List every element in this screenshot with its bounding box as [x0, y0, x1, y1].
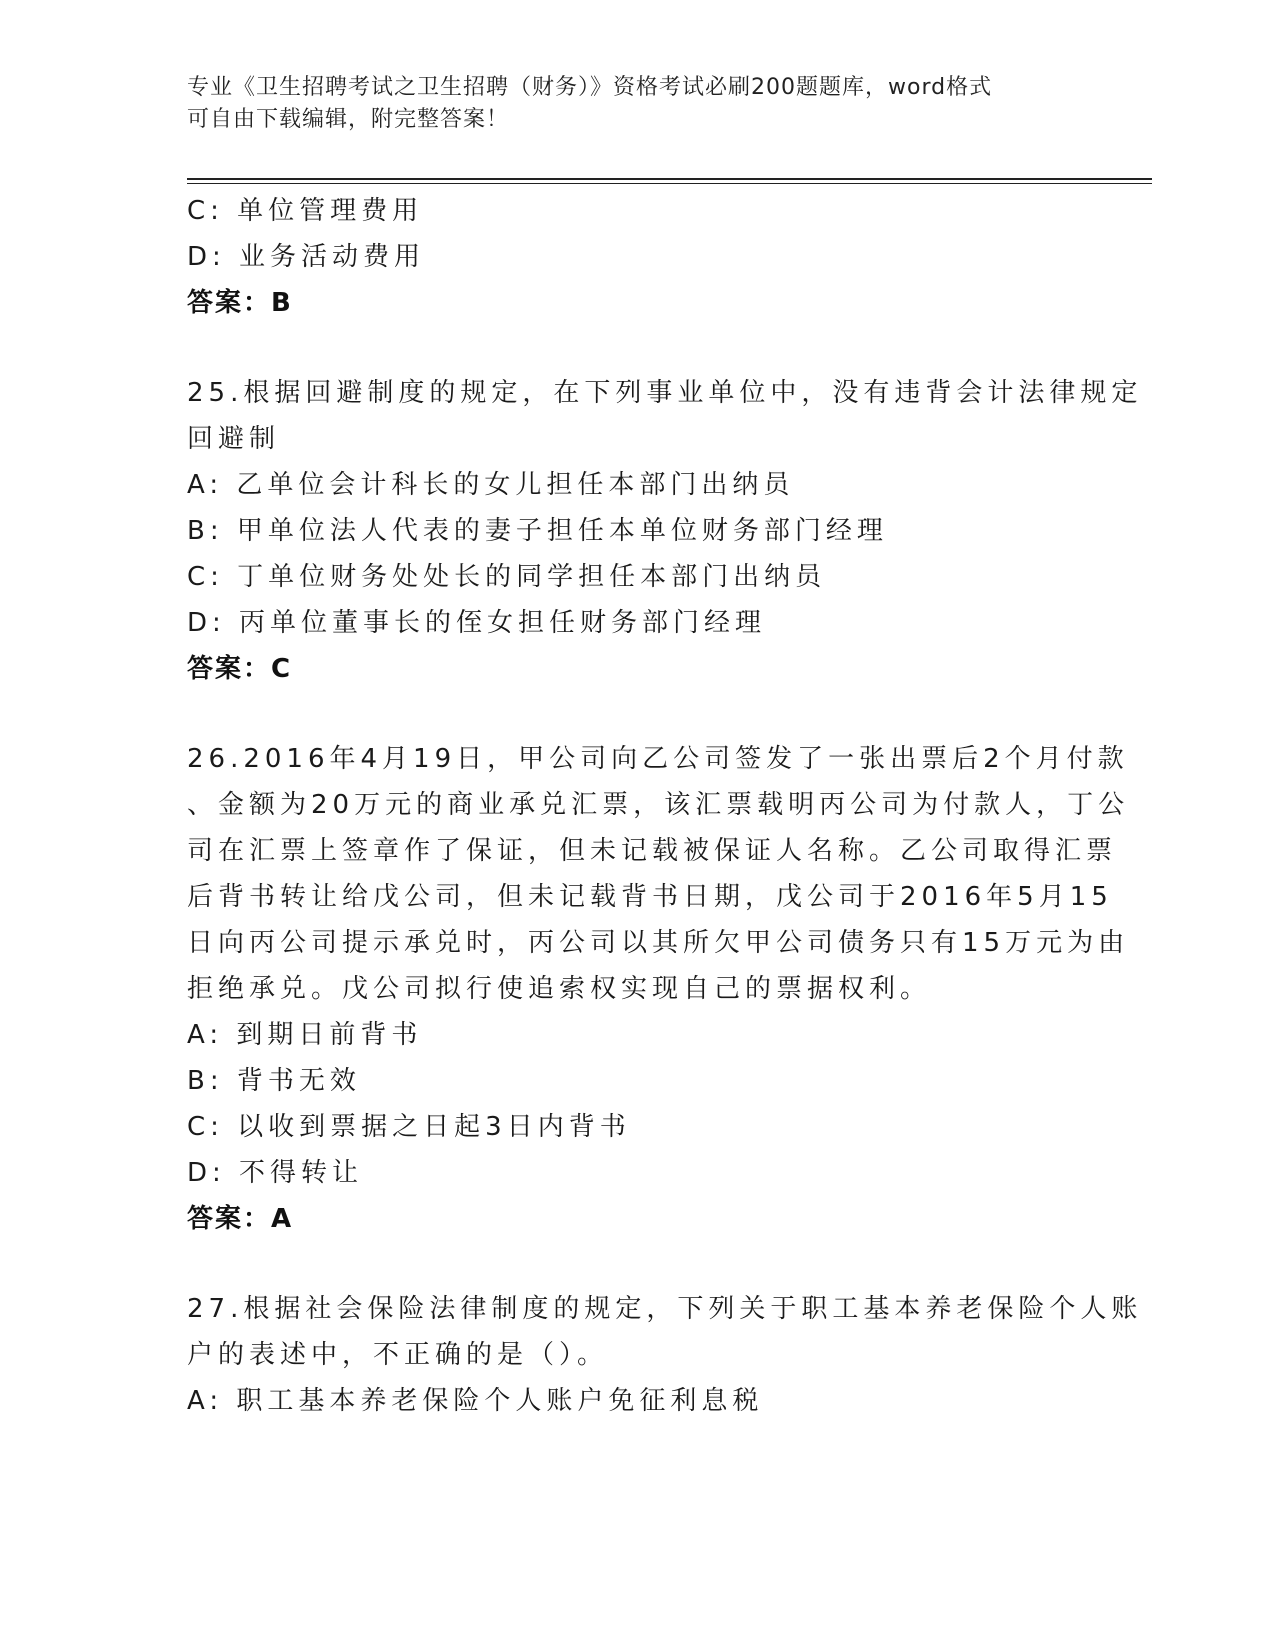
question-26 — [187, 736, 1130, 1242]
header-divider-thin — [187, 183, 1152, 184]
question-line: 司在汇票上签章作了保证，但未记载被保证人名称。乙公司取得汇票 — [187, 836, 1118, 866]
spacer — [187, 326, 1077, 370]
option-a: A: 乙单位会计科长的女儿担任本部门出纳员 — [187, 470, 795, 500]
option-c: C: 单位管理费用 — [187, 196, 424, 226]
option-b: B: 背书无效 — [187, 1066, 361, 1096]
header-divider-thick — [187, 178, 1152, 180]
question-25 — [187, 370, 1143, 692]
question-line: 户的表述中，不正确的是（）。 — [187, 1340, 609, 1370]
question-27 — [187, 1286, 1143, 1424]
option-c: C: 以收到票据之日起3日内背书 — [187, 1112, 631, 1142]
header-line-1: 专业《卫生招聘考试之卫生招聘（财务）》资格考试必刷200题题库，word格式 — [187, 75, 993, 100]
question-line: 日向丙公司提示承兑时，丙公司以其所欠甲公司债务只有15万元为由 — [187, 928, 1130, 958]
question-line: 拒绝承兑。戊公司拟行使追索权实现自己的票据权利。 — [187, 974, 932, 1004]
option-a: A: 到期日前背书 — [187, 1020, 423, 1050]
question-line: 27.根据社会保险法律制度的规定，下列关于职工基本养老保险个人账 — [187, 1294, 1143, 1324]
spacer — [187, 1242, 1077, 1286]
question-text — [187, 1286, 1143, 1378]
answer-line: 答案：C — [187, 654, 293, 684]
document-body — [187, 188, 1143, 1424]
question-line: 、金额为20万元的商业承兑汇票，该汇票载明丙公司为付款人，丁公 — [187, 790, 1130, 820]
option-d: D: 业务活动费用 — [187, 242, 426, 272]
question-text — [187, 736, 1130, 1012]
option-b: B: 甲单位法人代表的妻子担任本单位财务部门经理 — [187, 516, 888, 546]
question-line: 25.根据回避制度的规定，在下列事业单位中，没有违背会计法律规定 — [187, 378, 1143, 408]
option-d: D: 不得转让 — [187, 1158, 364, 1188]
question-line: 26.2016年4月19日，甲公司向乙公司签发了一张出票后2个月付款 — [187, 744, 1129, 774]
option-d: D: 丙单位董事长的侄女担任财务部门经理 — [187, 608, 767, 638]
question-line: 回避制 — [187, 424, 281, 454]
previous-question-tail — [187, 188, 1077, 326]
header-line-2: 可自由下载编辑，附完整答案！ — [187, 107, 510, 132]
spacer — [187, 692, 1077, 736]
answer-line: 答案：A — [187, 1204, 294, 1234]
question-line: 后背书转让给戊公司，但未记载背书日期，戊公司于2016年5月15 — [187, 882, 1113, 912]
option-c: C: 丁单位财务处处长的同学担任本部门出纳员 — [187, 562, 827, 592]
question-text — [187, 370, 1143, 462]
answer-line: 答案：B — [187, 288, 293, 318]
option-a: A: 职工基本养老保险个人账户免征利息税 — [187, 1386, 764, 1416]
document-header — [187, 72, 1087, 136]
